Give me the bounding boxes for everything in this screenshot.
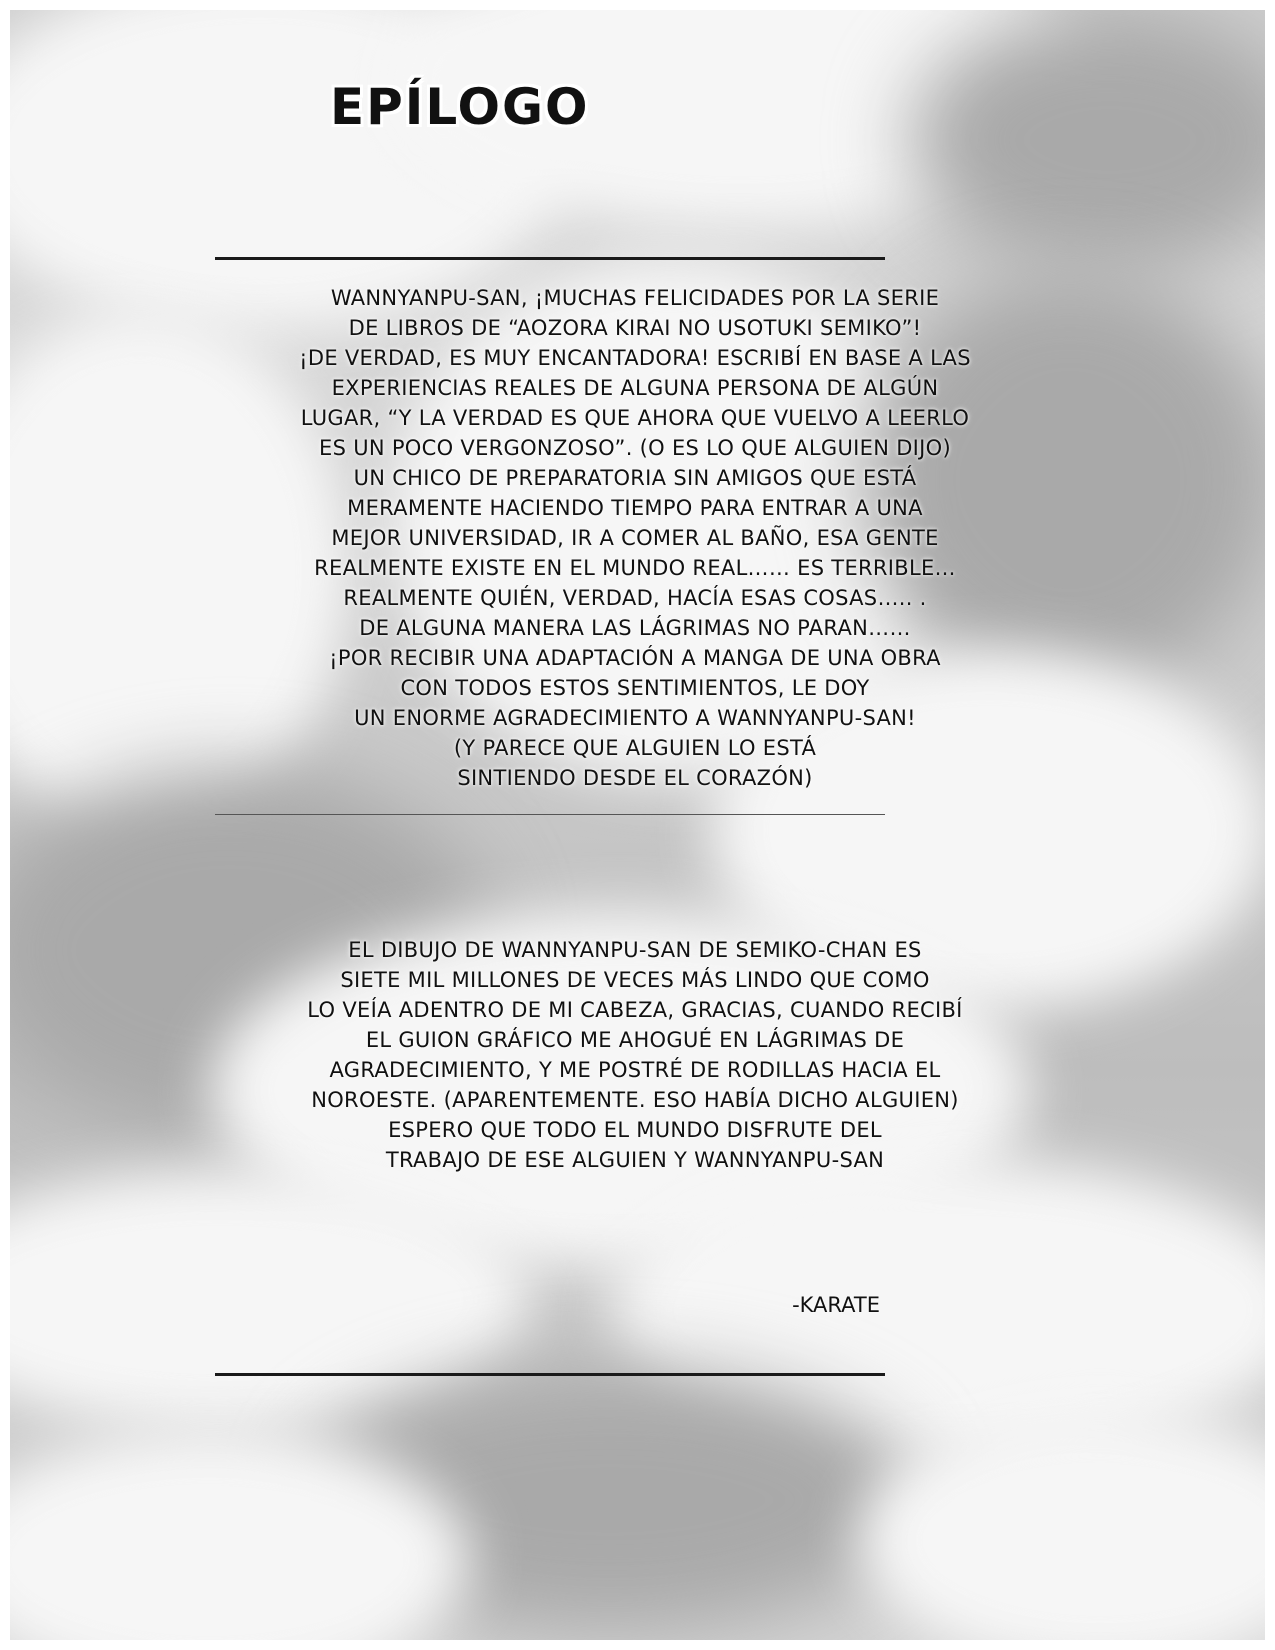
text-line: EXPERIENCIAS REALES DE ALGUNA PERSONA DE ALGÚN	[331, 376, 939, 400]
text-line: CON TODOS ESTOS SENTIMIENTOS, LE DOY	[400, 676, 870, 700]
middle-divider	[215, 814, 885, 815]
text-line: MEJOR UNIVERSIDAD, IR A COMER AL BAÑO, ESA GENTE	[331, 526, 939, 550]
text-line: DE LIBROS DE “AOZORA KIRAI NO USOTUKI SEMIKO”!	[348, 316, 922, 340]
top-divider	[215, 257, 885, 260]
text-line: WANNYANPU-SAN, ¡MUCHAS FELICIDADES POR LA SERIE	[330, 286, 940, 310]
text-line: ES UN POCO VERGONZOSO”. (O ES LO QUE ALGUIEN DIJO)	[319, 436, 951, 460]
text-line: (Y PARECE QUE ALGUIEN LO ESTÁ	[453, 736, 817, 760]
text-line: NOROESTE. (APARENTEMENTE. ESO HABÍA DICHO ALGUIEN)	[311, 1088, 959, 1112]
text-line: DE ALGUNA MANERA LAS LÁGRIMAS NO PARAN……	[359, 616, 911, 640]
bottom-divider	[215, 1373, 885, 1376]
text-line: UN CHICO DE PREPARATORIA SIN AMIGOS QUE ESTÁ	[353, 466, 917, 490]
text-line: EL GUION GRÁFICO ME AHOGUÉ EN LÁGRIMAS DE	[365, 1028, 905, 1052]
text-line: ESPERO QUE TODO EL MUNDO DISFRUTE DEL	[388, 1118, 882, 1142]
text-line: REALMENTE QUIÉN, VERDAD, HACÍA ESAS COSAS….. .	[343, 586, 927, 610]
text-line: EL DIBUJO DE WANNYANPU-SAN DE SEMIKO-CHAN ES	[348, 938, 922, 962]
text-line: ¡DE VERDAD, ES MUY ENCANTADORA! ESCRIBÍ EN BASE A LAS	[299, 346, 971, 370]
text-line: ¡POR RECIBIR UNA ADAPTACIÓN A MANGA DE UNA OBRA	[329, 646, 941, 670]
text-line: AGRADECIMIENTO, Y ME POSTRÉ DE RODILLAS HACIA EL	[329, 1058, 941, 1082]
text-line: LUGAR, “Y LA VERDAD ES QUE AHORA QUE VUELVO A LEERLO	[300, 406, 970, 430]
page-title: EPÍLOGO	[330, 78, 590, 136]
text-line: REALMENTE EXISTE EN EL MUNDO REAL…… ES TERRIBLE…	[314, 556, 956, 580]
paragraph-thanks	[230, 283, 1040, 793]
cloud-background	[10, 10, 1265, 1640]
text-line: TRABAJO DE ESE ALGUIEN Y WANNYANPU-SAN	[385, 1148, 885, 1172]
text-line: UN ENORME AGRADECIMIENTO A WANNYANPU-SAN!	[354, 706, 916, 730]
text-line: SIETE MIL MILLONES DE VECES MÁS LINDO QUE COMO	[340, 968, 930, 992]
text-line: LO VEÍA ADENTRO DE MI CABEZA, GRACIAS, CUANDO RECIBÍ	[307, 998, 963, 1022]
author-signature: -KARATE	[792, 1293, 880, 1317]
text-line: MERAMENTE HACIENDO TIEMPO PARA ENTRAR A UNA	[347, 496, 923, 520]
paragraph-gratitude	[230, 935, 1040, 1175]
text-line: SINTIENDO DESDE EL CORAZÓN)	[457, 766, 813, 790]
